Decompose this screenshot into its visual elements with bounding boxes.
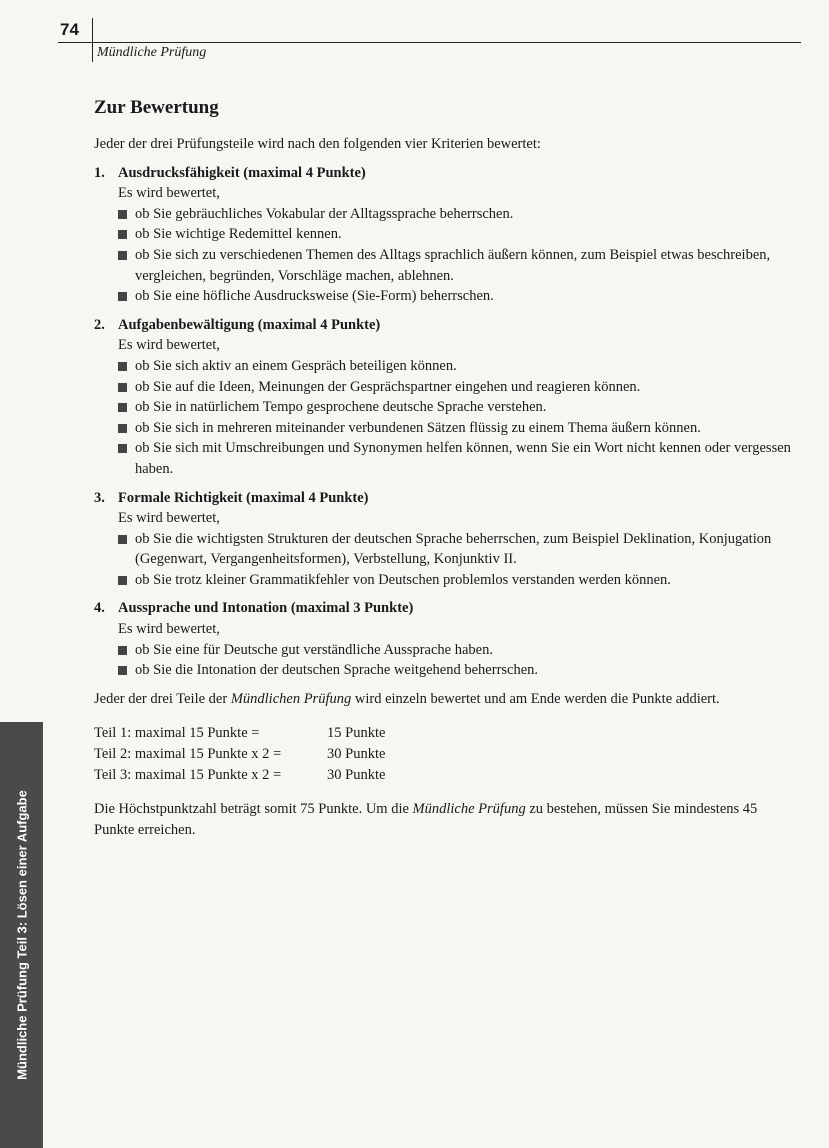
criterion-block bbox=[94, 488, 799, 591]
criterion-title: Formale Richtigkeit (maximal 4 Punkte) bbox=[118, 489, 369, 506]
criterion-bullet-item: ob Sie sich aktiv an einem Gespräch beteiligen können. bbox=[118, 356, 799, 377]
criterion-title: Aufgabenbewältigung (maximal 4 Punkte) bbox=[118, 316, 381, 333]
criterion-number: 1. bbox=[94, 164, 105, 181]
chapter-side-tab-label: Mündliche Prüfung Teil 3: Lösen einer Aufgabe bbox=[14, 790, 29, 1080]
criterion-number: 3. bbox=[94, 489, 105, 506]
summary-emphasis: Mündlichen Prüfung bbox=[230, 690, 352, 707]
criterion-bullet-item: ob Sie sich zu verschiedenen Themen des Alltags sprachlich äußern können, zum Beispiel etwas beschreiben, vergleichen, begründen, Vorschläge machen, ablehnen. bbox=[118, 245, 799, 286]
criterion-bullet-item: ob Sie wichtige Redemittel kennen. bbox=[118, 224, 799, 245]
conclusion-paragraph bbox=[94, 799, 799, 840]
points-label: Teil 1: maximal 15 Punkte = bbox=[94, 725, 260, 742]
criterion-bullet-item: ob Sie eine höfliche Ausdrucksweise (Sie-Form) beherrschen. bbox=[118, 286, 799, 307]
criterion-bullet-item: ob Sie sich in mehreren miteinander verbundenen Sätzen flüssig zu einem Thema äußern können. bbox=[118, 418, 799, 439]
criterion-bullet-list bbox=[94, 356, 799, 480]
points-row bbox=[94, 765, 799, 786]
criterion-bullet-item: ob Sie sich mit Umschreibungen und Synonymen helfen können, wenn Sie ein Wort nicht kennen oder vergessen haben. bbox=[118, 438, 799, 479]
points-row bbox=[94, 723, 799, 744]
criterion-bullet-list bbox=[94, 204, 799, 307]
intro-paragraph: Jeder der drei Prüfungsteile wird nach den folgenden vier Kriterien bewertet: bbox=[94, 136, 541, 152]
criterion-intro: Es wird bewertet, bbox=[118, 621, 220, 638]
criterion-number: 2. bbox=[94, 316, 105, 333]
header-divider-vertical bbox=[92, 18, 93, 62]
summary-text-after: wird einzeln bewertet und am Ende werden die Punkte addiert. bbox=[351, 690, 720, 707]
points-table bbox=[94, 723, 799, 785]
criterion-bullet-item: ob Sie gebräuchliches Vokabular der Alltagssprache beherrschen. bbox=[118, 204, 799, 225]
chapter-side-tab bbox=[0, 722, 43, 1148]
criterion-bullet-item: ob Sie eine für Deutsche gut verständliche Aussprache haben. bbox=[118, 640, 799, 661]
conclusion-emphasis: Mündliche Prüfung bbox=[412, 801, 526, 818]
points-value: 15 Punkte bbox=[327, 725, 386, 742]
section-title: Zur Bewertung bbox=[94, 97, 219, 118]
criterion-heading bbox=[94, 315, 799, 336]
criterion-bullet-list bbox=[94, 640, 799, 681]
page-content bbox=[94, 96, 799, 840]
criterion-intro: Es wird bewertet, bbox=[118, 510, 220, 527]
points-label: Teil 2: maximal 15 Punkte x 2 = bbox=[94, 746, 282, 763]
criterion-heading bbox=[94, 598, 799, 619]
criterion-bullet-item: ob Sie die wichtigsten Strukturen der deutschen Sprache beherrschen, zum Beispiel Deklination, Konjugation (Gegenwart, Vergangenheitsformen), Verbstellung, Konjunktiv II. bbox=[118, 529, 799, 570]
header-divider-horizontal bbox=[58, 42, 801, 43]
criteria-list bbox=[94, 163, 799, 681]
criterion-heading bbox=[94, 163, 799, 184]
criterion-block bbox=[94, 315, 799, 480]
criterion-bullet-item: ob Sie die Intonation der deutschen Sprache weitgehend beherrschen. bbox=[118, 660, 799, 681]
criterion-block bbox=[94, 598, 799, 680]
conclusion-text-before: Die Höchstpunktzahl beträgt somit 75 Punkte. Um die bbox=[94, 801, 413, 818]
page-number: 74 bbox=[60, 20, 79, 39]
criterion-bullet-item: ob Sie in natürlichem Tempo gesprochene deutsche Sprache verstehen. bbox=[118, 397, 799, 418]
summary-text-before: Jeder der drei Teile der bbox=[94, 690, 231, 707]
criterion-bullet-item: ob Sie trotz kleiner Grammatikfehler von Deutschen problemlos verstanden werden können. bbox=[118, 570, 799, 591]
criterion-heading bbox=[94, 488, 799, 509]
criterion-intro: Es wird bewertet, bbox=[118, 337, 220, 354]
criterion-title: Aussprache und Intonation (maximal 3 Punkte) bbox=[118, 600, 414, 617]
points-row bbox=[94, 744, 799, 765]
conclusion-text-after: zu bestehen, müssen Sie mindestens 45 Punkte erreichen. bbox=[94, 801, 758, 838]
points-value: 30 Punkte bbox=[327, 766, 386, 783]
criterion-number: 4. bbox=[94, 600, 105, 617]
running-title: Mündliche Prüfung bbox=[97, 45, 207, 60]
points-value: 30 Punkte bbox=[327, 746, 386, 763]
points-label: Teil 3: maximal 15 Punkte x 2 = bbox=[94, 766, 282, 783]
criterion-title: Ausdrucksfähigkeit (maximal 4 Punkte) bbox=[118, 164, 366, 181]
criterion-block bbox=[94, 163, 799, 307]
criterion-bullet-list bbox=[94, 529, 799, 591]
criterion-bullet-item: ob Sie auf die Ideen, Meinungen der Gesprächspartner eingehen und reagieren können. bbox=[118, 377, 799, 398]
criterion-intro: Es wird bewertet, bbox=[118, 185, 220, 202]
summary-paragraph bbox=[94, 689, 799, 710]
